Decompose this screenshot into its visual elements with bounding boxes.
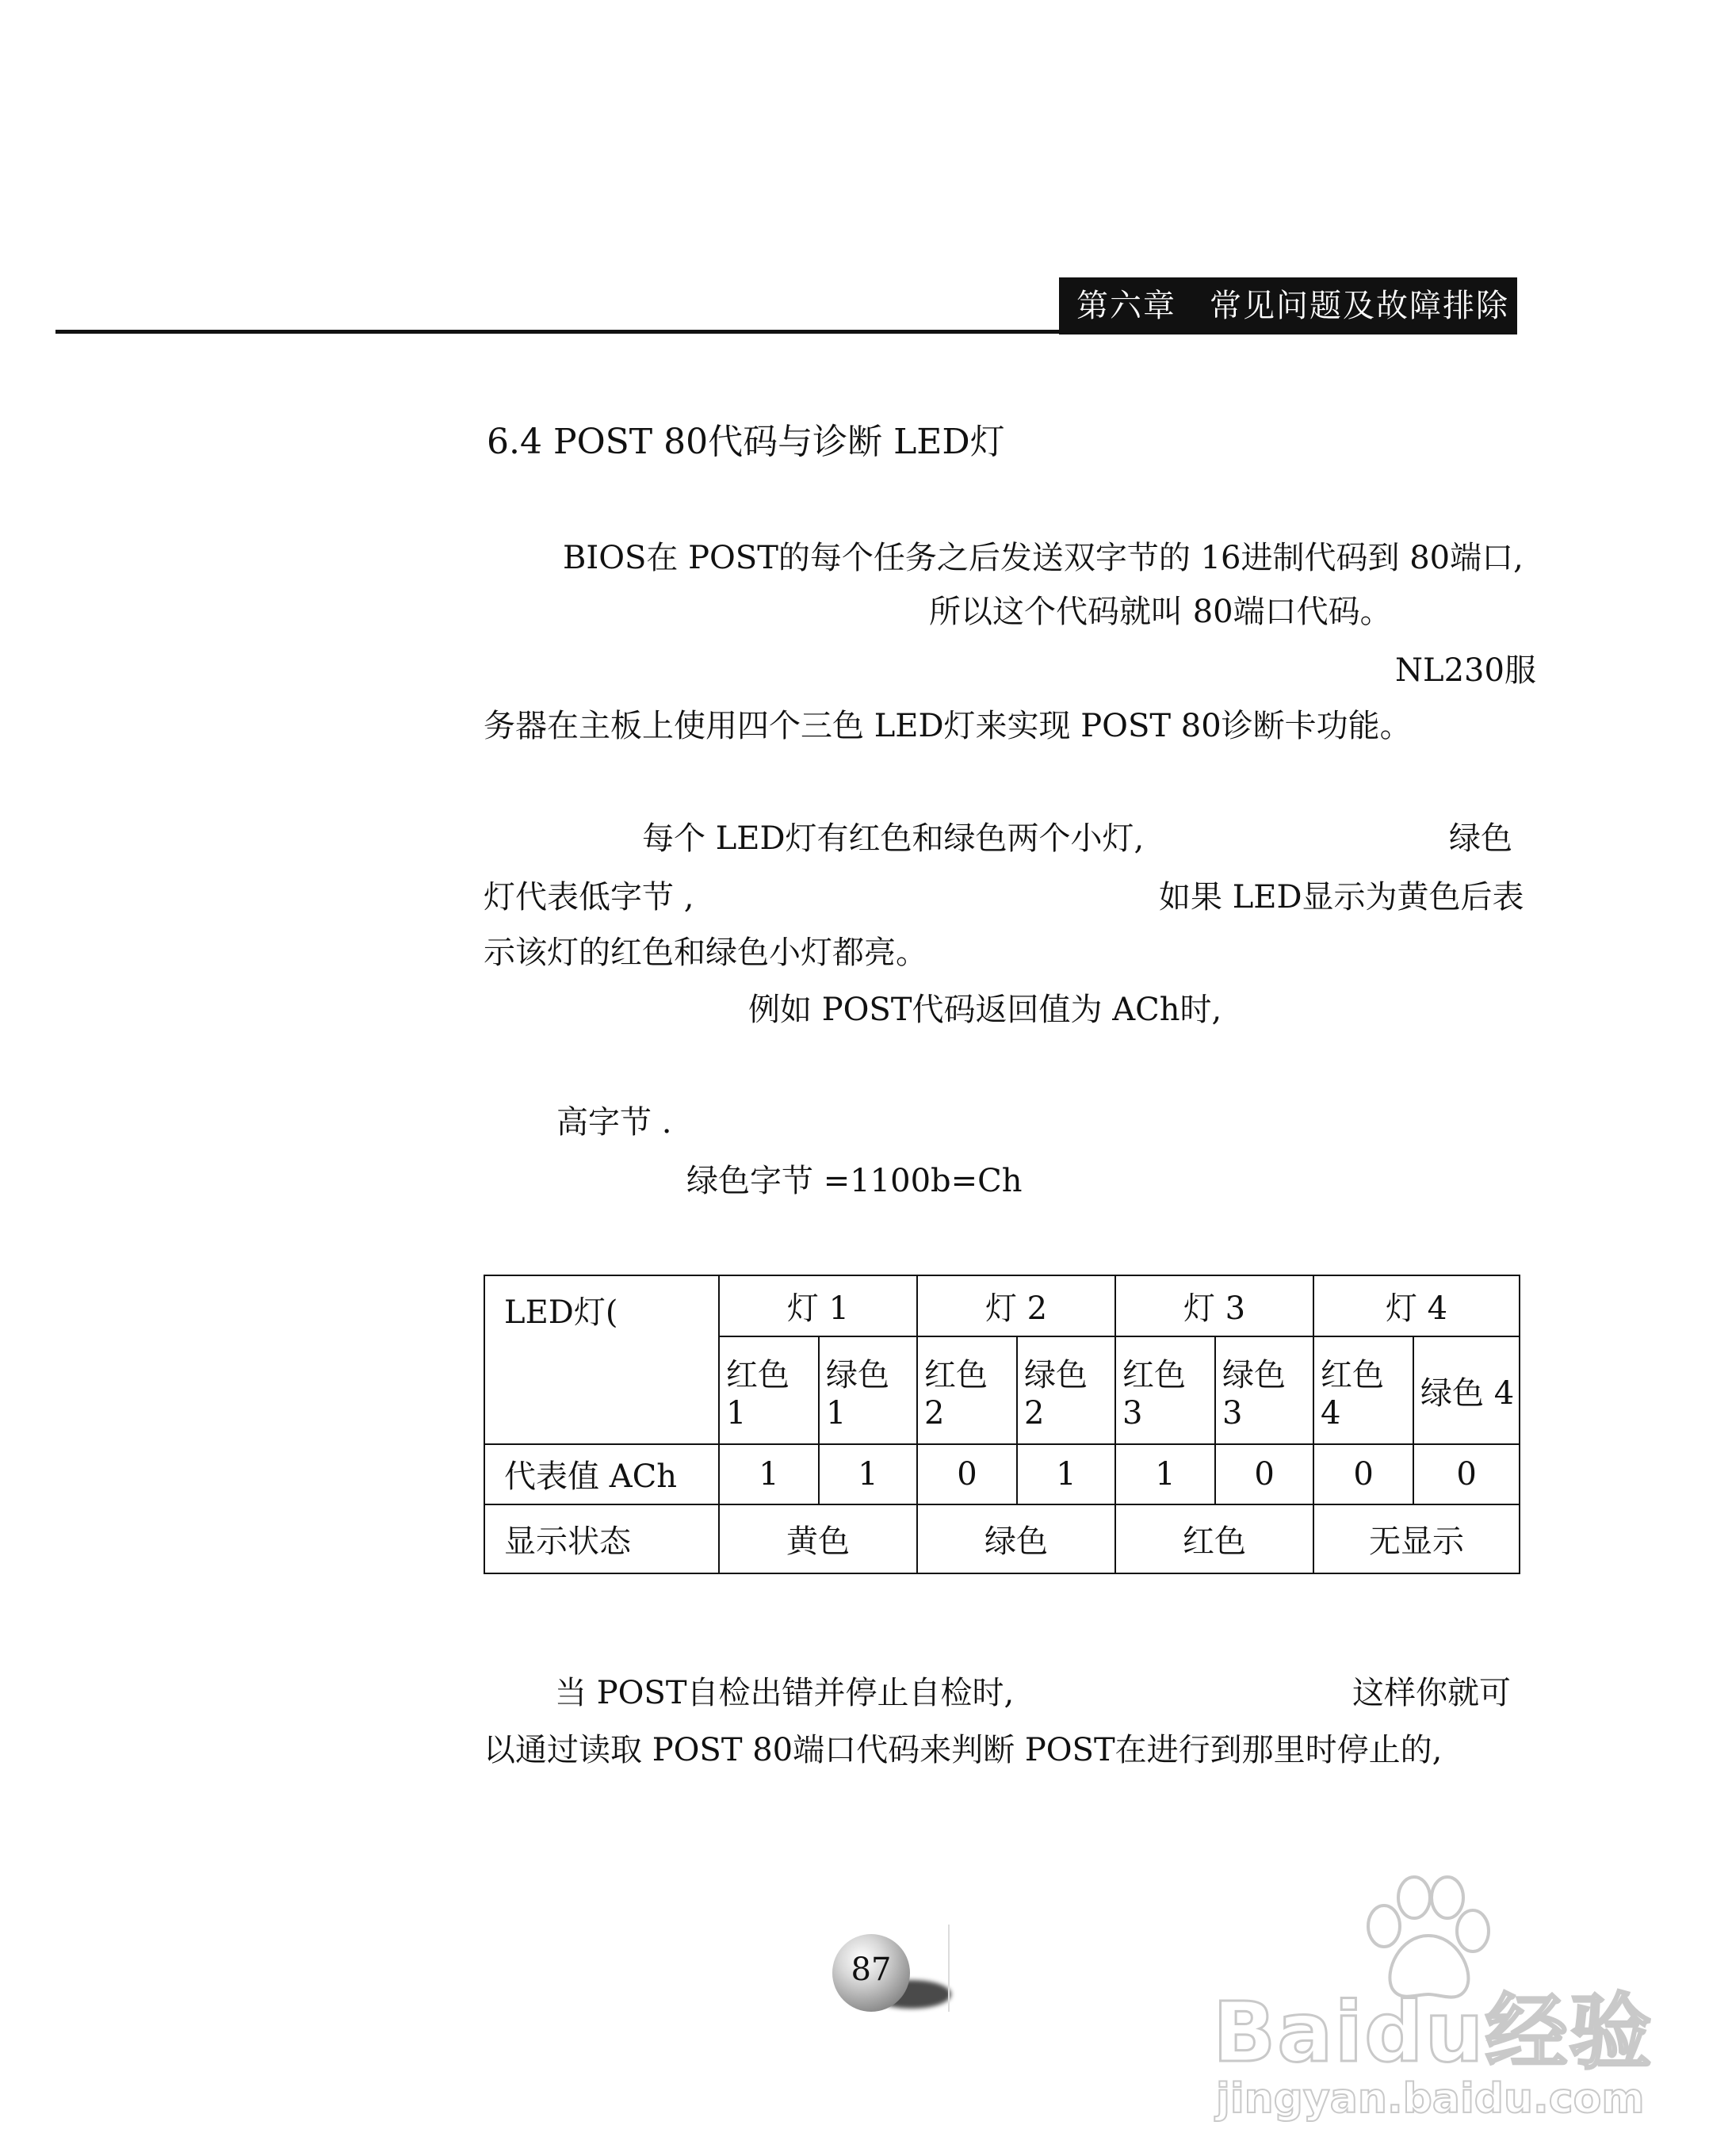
color-subheader: 红色 4 bbox=[1313, 1336, 1413, 1444]
para3-line1b: 这样你就可 bbox=[1352, 1675, 1511, 1711]
header-rule bbox=[55, 330, 1062, 334]
color-subheader: 绿色 1 bbox=[819, 1336, 917, 1444]
para2-line2b: 如果 LED显示为黄色后表 bbox=[1159, 879, 1524, 916]
para2-line1b: 绿色 bbox=[1449, 820, 1512, 857]
state-cell: 红色 bbox=[1115, 1504, 1313, 1573]
footer-separator bbox=[948, 1925, 950, 2012]
high-byte-text: 高字节 . bbox=[556, 1104, 672, 1141]
state-cell: 绿色 bbox=[917, 1504, 1115, 1573]
para2-line1a: 每个 LED灯有红色和绿色两个小灯, bbox=[642, 820, 1145, 857]
para1-line4: 务器在主板上使用四个三色 LED灯来实现 POST 80诊断卡功能。 bbox=[484, 708, 1412, 744]
table-corner-cell: LED灯( bbox=[484, 1275, 719, 1444]
para2-line3: 示该灯的红色和绿色小灯都亮。 bbox=[484, 935, 927, 971]
value-row-label: 代表值 ACh bbox=[484, 1444, 719, 1504]
led-status-table bbox=[484, 1275, 1520, 1574]
para2-line4: 例如 POST代码返回值为 ACh时, bbox=[748, 992, 1222, 1028]
page-number: 87 bbox=[851, 1951, 892, 1988]
value-cell: 0 bbox=[1215, 1444, 1313, 1504]
color-subheader: 红色 3 bbox=[1115, 1336, 1215, 1444]
color-subheader: 红色 2 bbox=[917, 1336, 1017, 1444]
value-cell: 0 bbox=[1413, 1444, 1520, 1504]
para3-line2: 以通过读取 POST 80端口代码来判断 POST在进行到那里时停止的, bbox=[484, 1732, 1443, 1768]
color-subheader: 绿色 4 bbox=[1413, 1336, 1520, 1444]
value-cell: 0 bbox=[1313, 1444, 1413, 1504]
value-cell: 1 bbox=[819, 1444, 917, 1504]
watermark-logo: Baidu经验 bbox=[1213, 1984, 1654, 2081]
para1-line3: NL230服 bbox=[1395, 652, 1536, 689]
lamp-header: 灯 3 bbox=[1115, 1275, 1313, 1336]
para1-line2: 所以这个代码就叫 80端口代码。 bbox=[929, 594, 1392, 630]
watermark-url: jingyan.baidu.com bbox=[1216, 2075, 1645, 2123]
value-cell: 0 bbox=[917, 1444, 1017, 1504]
value-cell: 1 bbox=[1017, 1444, 1115, 1504]
para2-line2a: 灯代表低字节 , bbox=[484, 879, 694, 916]
lamp-header: 灯 4 bbox=[1313, 1275, 1520, 1336]
lamp-header: 灯 2 bbox=[917, 1275, 1115, 1336]
lamp-header: 灯 1 bbox=[719, 1275, 917, 1336]
para3-line1a: 当 POST自检出错并停止自检时, bbox=[555, 1675, 1015, 1711]
color-subheader: 绿色 3 bbox=[1215, 1336, 1313, 1444]
value-cell: 1 bbox=[1115, 1444, 1215, 1504]
state-cell: 黄色 bbox=[719, 1504, 917, 1573]
value-cell: 1 bbox=[719, 1444, 819, 1504]
chapter-header: 第六章 常见问题及故障排除 bbox=[1059, 277, 1517, 334]
baidu-watermark bbox=[1213, 1871, 1688, 2132]
section-title: 6.4 POST 80代码与诊断 LED灯 bbox=[487, 422, 1005, 462]
para1-line1: BIOS在 POST的每个任务之后发送双字节的 16进制代码到 80端口, bbox=[563, 540, 1524, 576]
state-cell: 无显示 bbox=[1313, 1504, 1520, 1573]
color-subheader: 红色 1 bbox=[719, 1336, 819, 1444]
color-subheader: 绿色 2 bbox=[1017, 1336, 1115, 1444]
green-byte-text: 绿色字节 =1100b=Ch bbox=[686, 1163, 1023, 1199]
state-row-label: 显示状态 bbox=[484, 1504, 719, 1573]
